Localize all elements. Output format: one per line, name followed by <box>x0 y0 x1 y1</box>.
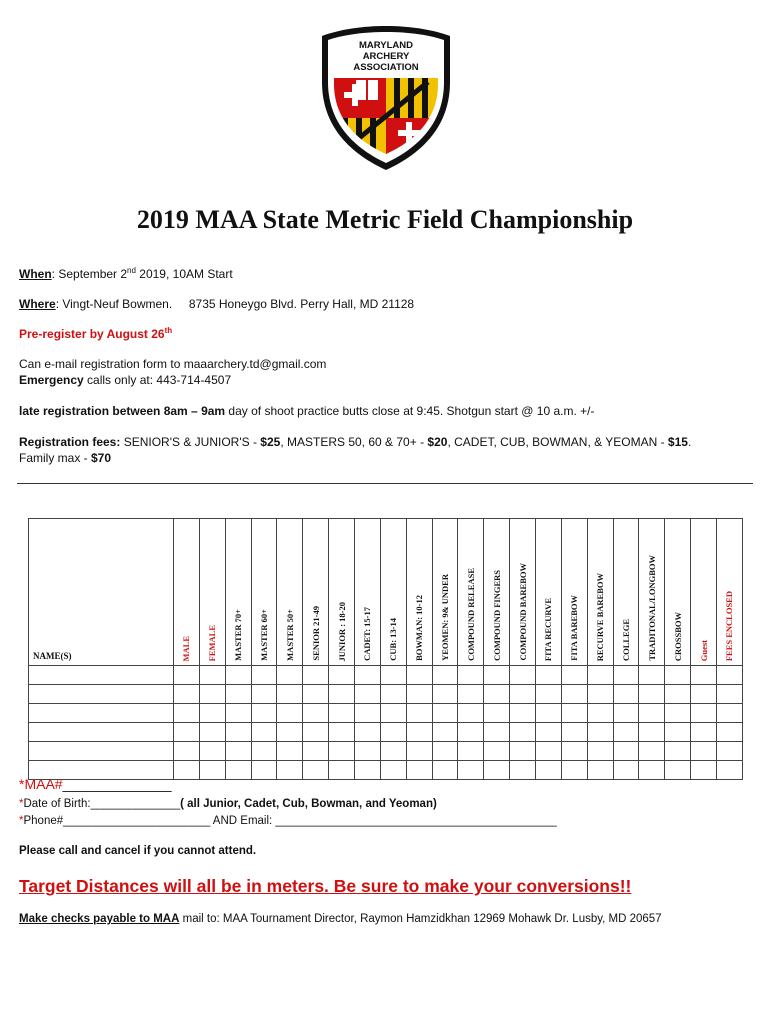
checkbox-cell[interactable] <box>587 666 613 685</box>
name-entry-cell[interactable] <box>29 742 174 761</box>
dob-field[interactable]: Date of Birth:______________ <box>23 798 181 810</box>
column-header-label: CUB: 13-14 <box>388 618 399 661</box>
table-row <box>29 666 743 685</box>
fees-value-1: $25 <box>260 435 281 449</box>
checkbox-cell[interactable] <box>277 761 303 780</box>
when-line <box>19 267 233 281</box>
name-entry-cell[interactable] <box>29 685 174 704</box>
registration-fees-line <box>19 435 691 449</box>
checkbox-cell[interactable] <box>199 761 225 780</box>
checkbox-cell[interactable] <box>665 761 691 780</box>
checkbox-cell[interactable] <box>329 685 355 704</box>
registration-table <box>28 518 743 780</box>
fees-label: Registration fees: <box>19 435 121 449</box>
checkbox-cell[interactable] <box>691 666 717 685</box>
checkbox-cell[interactable] <box>432 742 458 761</box>
checkbox-cell[interactable] <box>277 704 303 723</box>
column-header-label: YEOMEN: 9& UNDER <box>440 574 451 661</box>
checkbox-cell[interactable] <box>303 723 329 742</box>
checkbox-cell[interactable] <box>329 761 355 780</box>
checkbox-cell[interactable] <box>717 666 743 685</box>
family-max-line <box>19 451 111 465</box>
checkbox-cell[interactable] <box>277 685 303 704</box>
checkbox-cell[interactable] <box>380 742 406 761</box>
checkbox-cell[interactable] <box>587 685 613 704</box>
name-column-header-label: NAME(S) <box>33 651 72 661</box>
checkbox-cell[interactable] <box>717 761 743 780</box>
preregister-sup: th <box>164 326 173 335</box>
checkbox-cell[interactable] <box>225 704 251 723</box>
checkbox-cell[interactable] <box>717 685 743 704</box>
when-text-1: : September 2 <box>51 267 128 281</box>
checkbox-cell[interactable] <box>277 723 303 742</box>
checkbox-cell[interactable] <box>303 704 329 723</box>
column-header-15 <box>561 519 587 666</box>
checkbox-cell[interactable] <box>691 723 717 742</box>
dob-line <box>19 798 437 810</box>
fees-text-2: , MASTERS 50, 60 & 70+ - <box>280 435 428 449</box>
checkbox-cell[interactable] <box>199 742 225 761</box>
where-line <box>19 297 414 311</box>
column-header-2 <box>225 519 251 666</box>
checkbox-cell[interactable] <box>561 704 587 723</box>
fees-value-2: $20 <box>427 435 448 449</box>
checkbox-cell[interactable] <box>510 704 536 723</box>
checkbox-cell[interactable] <box>355 761 381 780</box>
column-header-label: COLLEGE <box>621 618 632 661</box>
checkbox-cell[interactable] <box>561 723 587 742</box>
checkbox-cell[interactable] <box>484 685 510 704</box>
checkbox-cell[interactable] <box>691 685 717 704</box>
column-header-5 <box>303 519 329 666</box>
table-header-row <box>29 519 743 666</box>
checkbox-cell[interactable] <box>329 742 355 761</box>
checkbox-cell[interactable] <box>406 761 432 780</box>
family-max-label: Family max - <box>19 451 91 465</box>
checkbox-cell[interactable] <box>432 723 458 742</box>
table-row <box>29 742 743 761</box>
maa-number-field[interactable] <box>19 776 172 792</box>
column-header-label: MASTER 70+ <box>233 609 244 661</box>
checkbox-cell[interactable] <box>484 761 510 780</box>
checkbox-cell[interactable] <box>251 761 277 780</box>
checkbox-cell[interactable] <box>717 704 743 723</box>
where-text: : Vingt-Neuf Bowmen. 8735 Honeygo Blvd. Perry Hall, MD 21128 <box>55 297 415 311</box>
checkbox-cell[interactable] <box>613 685 639 704</box>
checkbox-cell[interactable] <box>303 685 329 704</box>
checkbox-cell[interactable] <box>587 704 613 723</box>
checkbox-cell[interactable] <box>510 761 536 780</box>
checkbox-cell[interactable] <box>303 666 329 685</box>
checkbox-cell[interactable] <box>691 742 717 761</box>
name-column-header <box>29 519 174 666</box>
checkbox-cell[interactable] <box>536 666 562 685</box>
column-header-14 <box>536 519 562 666</box>
checkbox-cell[interactable] <box>613 723 639 742</box>
late-registration-bold: late registration between 8am – 9am <box>19 404 226 418</box>
checkbox-cell[interactable] <box>639 723 665 742</box>
checkbox-cell[interactable] <box>665 666 691 685</box>
checkbox-cell[interactable] <box>717 742 743 761</box>
column-header-label: CADET: 15-17 <box>362 607 373 661</box>
column-header-label: COMPOUND FINGERS <box>491 570 502 661</box>
name-entry-cell[interactable] <box>29 704 174 723</box>
checkbox-cell[interactable] <box>484 723 510 742</box>
column-header-19 <box>665 519 691 666</box>
checkbox-cell[interactable] <box>251 723 277 742</box>
checkbox-cell[interactable] <box>717 723 743 742</box>
checks-line <box>19 913 662 925</box>
checkbox-cell[interactable] <box>406 666 432 685</box>
checkbox-cell[interactable] <box>587 761 613 780</box>
column-header-13 <box>510 519 536 666</box>
column-header-label: FITA BAREBOW <box>569 595 580 661</box>
checkbox-cell[interactable] <box>561 761 587 780</box>
checkbox-cell[interactable] <box>536 685 562 704</box>
checkbox-cell[interactable] <box>303 742 329 761</box>
table-row <box>29 704 743 723</box>
checkbox-cell[interactable] <box>458 723 484 742</box>
checkbox-cell[interactable] <box>199 723 225 742</box>
checkbox-cell[interactable] <box>613 761 639 780</box>
column-header-21 <box>717 519 743 666</box>
column-header-label: Guest <box>698 639 709 661</box>
checkbox-cell[interactable] <box>355 742 381 761</box>
when-label: When <box>19 267 52 281</box>
checkbox-cell[interactable] <box>536 723 562 742</box>
checkbox-cell[interactable] <box>432 666 458 685</box>
emergency-label: Emergency <box>19 373 84 387</box>
divider <box>17 483 753 484</box>
checkbox-cell[interactable] <box>665 742 691 761</box>
checkbox-cell[interactable] <box>458 666 484 685</box>
column-header-4 <box>277 519 303 666</box>
when-sup: nd <box>127 266 136 275</box>
fees-value-3: $15 <box>667 435 688 449</box>
checkbox-cell[interactable] <box>484 666 510 685</box>
family-max-value: $70 <box>91 451 112 465</box>
checkbox-cell[interactable] <box>536 742 562 761</box>
emergency-line <box>19 373 231 387</box>
checkbox-cell[interactable] <box>225 685 251 704</box>
checkbox-cell[interactable] <box>484 704 510 723</box>
checkbox-cell[interactable] <box>406 704 432 723</box>
column-header-label: COMPOUND RELEASE <box>465 568 476 661</box>
checkbox-cell[interactable] <box>665 704 691 723</box>
email-address[interactable]: maaarchery.td@gmail.com <box>183 357 327 371</box>
logo-text-line1: MARYLAND <box>358 40 414 51</box>
checkbox-cell[interactable] <box>691 761 717 780</box>
column-header-label: FEMALE <box>207 624 218 661</box>
where-label: Where <box>19 297 56 311</box>
cancel-note: Please call and cancel if you cannot attend. <box>19 845 257 857</box>
checkbox-cell[interactable] <box>639 742 665 761</box>
checkbox-cell[interactable] <box>355 666 381 685</box>
checkbox-cell[interactable] <box>225 666 251 685</box>
logo-text-line2: ARCHERY <box>362 51 410 62</box>
column-header-8 <box>380 519 406 666</box>
fees-text-4: . <box>687 435 692 449</box>
fees-text-1: SENIOR'S & JUNIOR'S - <box>120 435 261 449</box>
dob-star: * <box>19 798 24 810</box>
column-header-1 <box>199 519 225 666</box>
checkbox-cell[interactable] <box>561 666 587 685</box>
maryland-flag-icon <box>332 76 440 158</box>
column-header-label: TRADITONAL/LONGBOW <box>646 555 657 661</box>
checkbox-cell[interactable] <box>613 666 639 685</box>
maa-number-label: *MAA# <box>19 776 63 792</box>
column-header-6 <box>329 519 355 666</box>
checkbox-cell[interactable] <box>536 761 562 780</box>
checkbox-cell[interactable] <box>510 685 536 704</box>
dob-note: ( all Junior, Cadet, Cub, Bowman, and Yeoman) <box>180 798 437 810</box>
checkbox-cell[interactable] <box>432 704 458 723</box>
checkbox-cell[interactable] <box>613 742 639 761</box>
phone-email-field[interactable]: Phone#_______________________ AND Email: ____________________________________________ <box>23 815 557 827</box>
column-header-label: MASTER 60+ <box>259 609 269 661</box>
column-header-16 <box>587 519 613 666</box>
emergency-text: calls only at: 443-714-4507 <box>83 373 232 387</box>
column-header-11 <box>458 519 484 666</box>
checkbox-cell[interactable] <box>355 704 381 723</box>
checkbox-cell[interactable] <box>174 723 200 742</box>
checkbox-cell[interactable] <box>458 704 484 723</box>
checkbox-cell[interactable] <box>665 723 691 742</box>
preregister-text: Pre-register by August 26 <box>19 327 165 341</box>
when-text-2: 2019, 10AM Start <box>135 267 233 281</box>
checkbox-cell[interactable] <box>587 723 613 742</box>
checkbox-cell[interactable] <box>355 723 381 742</box>
column-header-label: COMPOUND BAREBOW <box>517 563 528 661</box>
column-header-12 <box>484 519 510 666</box>
checkbox-cell[interactable] <box>199 704 225 723</box>
column-header-10 <box>432 519 458 666</box>
checkbox-cell[interactable] <box>587 742 613 761</box>
page-title: 2019 MAA State Metric Field Championship <box>136 205 634 234</box>
checkbox-cell[interactable] <box>406 685 432 704</box>
phone-star: * <box>19 815 24 827</box>
checkbox-cell[interactable] <box>251 666 277 685</box>
email-line <box>19 357 326 371</box>
column-header-18 <box>639 519 665 666</box>
checkbox-cell[interactable] <box>277 742 303 761</box>
name-entry-cell[interactable] <box>29 666 174 685</box>
checkbox-cell[interactable] <box>510 742 536 761</box>
checkbox-cell[interactable] <box>458 761 484 780</box>
checkbox-cell[interactable] <box>380 723 406 742</box>
checkbox-cell[interactable] <box>510 666 536 685</box>
checkbox-cell[interactable] <box>380 666 406 685</box>
checks-mail-to: mail to: MAA Tournament Director, Raymon Hamzidkhan 12969 Mohawk Dr. Lusby, MD 20657 <box>179 913 662 925</box>
column-header-7 <box>355 519 381 666</box>
checkbox-cell[interactable] <box>277 666 303 685</box>
checkbox-cell[interactable] <box>251 685 277 704</box>
checkbox-cell[interactable] <box>380 704 406 723</box>
checkbox-cell[interactable] <box>225 742 251 761</box>
name-entry-cell[interactable] <box>29 723 174 742</box>
email-line-text: Can e-mail registration form to <box>19 357 184 371</box>
checkbox-cell[interactable] <box>329 723 355 742</box>
checkbox-cell[interactable] <box>432 685 458 704</box>
checkbox-cell[interactable] <box>380 685 406 704</box>
column-header-9 <box>406 519 432 666</box>
column-header-label: CROSSBOW <box>672 611 683 661</box>
column-header-0 <box>174 519 200 666</box>
checkbox-cell[interactable] <box>458 685 484 704</box>
checkbox-cell[interactable] <box>174 704 200 723</box>
checkbox-cell[interactable] <box>174 742 200 761</box>
checkbox-cell[interactable] <box>639 761 665 780</box>
checkbox-cell[interactable] <box>329 666 355 685</box>
target-distances-note: Target Distances will all be in meters. Be sure to make your conversions!! <box>19 876 632 896</box>
checkbox-cell[interactable] <box>406 742 432 761</box>
maa-logo <box>316 22 456 174</box>
checkbox-cell[interactable] <box>251 704 277 723</box>
fees-text-3: , CADET, CUB, BOWMAN, & YEOMAN - <box>447 435 668 449</box>
checkbox-cell[interactable] <box>458 742 484 761</box>
column-header-label: RECURVE BAREBOW <box>595 572 606 661</box>
checkbox-cell[interactable] <box>380 761 406 780</box>
phone-line <box>19 815 557 827</box>
column-header-label: FITA RECURVE <box>543 597 554 661</box>
column-header-3 <box>251 519 277 666</box>
column-header-label: JUNIOR : 18-20 <box>336 601 347 661</box>
checkbox-cell[interactable] <box>225 761 251 780</box>
preregister-line <box>19 327 172 341</box>
column-header-label: MASTER 50+ <box>284 609 295 661</box>
column-header-label: BOWMAN: 10-12 <box>414 595 425 661</box>
checkbox-cell[interactable] <box>174 761 200 780</box>
checkbox-cell[interactable] <box>484 742 510 761</box>
column-header-label: SENIOR 21-49 <box>310 606 321 661</box>
checkbox-cell[interactable] <box>355 685 381 704</box>
checkbox-cell[interactable] <box>639 666 665 685</box>
column-header-17 <box>613 519 639 666</box>
checkbox-cell[interactable] <box>510 723 536 742</box>
checkbox-cell[interactable] <box>613 704 639 723</box>
checkbox-cell[interactable] <box>639 704 665 723</box>
checkbox-cell[interactable] <box>691 704 717 723</box>
checkbox-cell[interactable] <box>665 685 691 704</box>
checkbox-cell[interactable] <box>561 685 587 704</box>
late-registration-text: day of shoot practice butts close at 9:45. Shotgun start @ 10 a.m. +/- <box>225 404 595 418</box>
checkbox-cell[interactable] <box>199 685 225 704</box>
checkbox-cell[interactable] <box>251 742 277 761</box>
column-header-label: FEES ENCLOSED <box>724 590 735 661</box>
checkbox-cell[interactable] <box>174 666 200 685</box>
checkbox-cell[interactable] <box>303 761 329 780</box>
column-header-20 <box>691 519 717 666</box>
column-header-label: MALE <box>181 635 192 661</box>
checkbox-cell[interactable] <box>174 685 200 704</box>
table-row <box>29 723 743 742</box>
checkbox-cell[interactable] <box>561 742 587 761</box>
checks-payable-label: Make checks payable to MAA <box>19 913 180 925</box>
checkbox-cell[interactable] <box>225 723 251 742</box>
table-row <box>29 685 743 704</box>
late-registration-line <box>19 404 594 418</box>
checkbox-cell[interactable] <box>199 666 225 685</box>
logo-text-line3: ASSOCIATION <box>353 62 419 73</box>
maa-number-blank[interactable]: ______________ <box>62 776 172 792</box>
checkbox-cell[interactable] <box>406 723 432 742</box>
checkbox-cell[interactable] <box>536 704 562 723</box>
checkbox-cell[interactable] <box>329 704 355 723</box>
checkbox-cell[interactable] <box>639 685 665 704</box>
checkbox-cell[interactable] <box>432 761 458 780</box>
